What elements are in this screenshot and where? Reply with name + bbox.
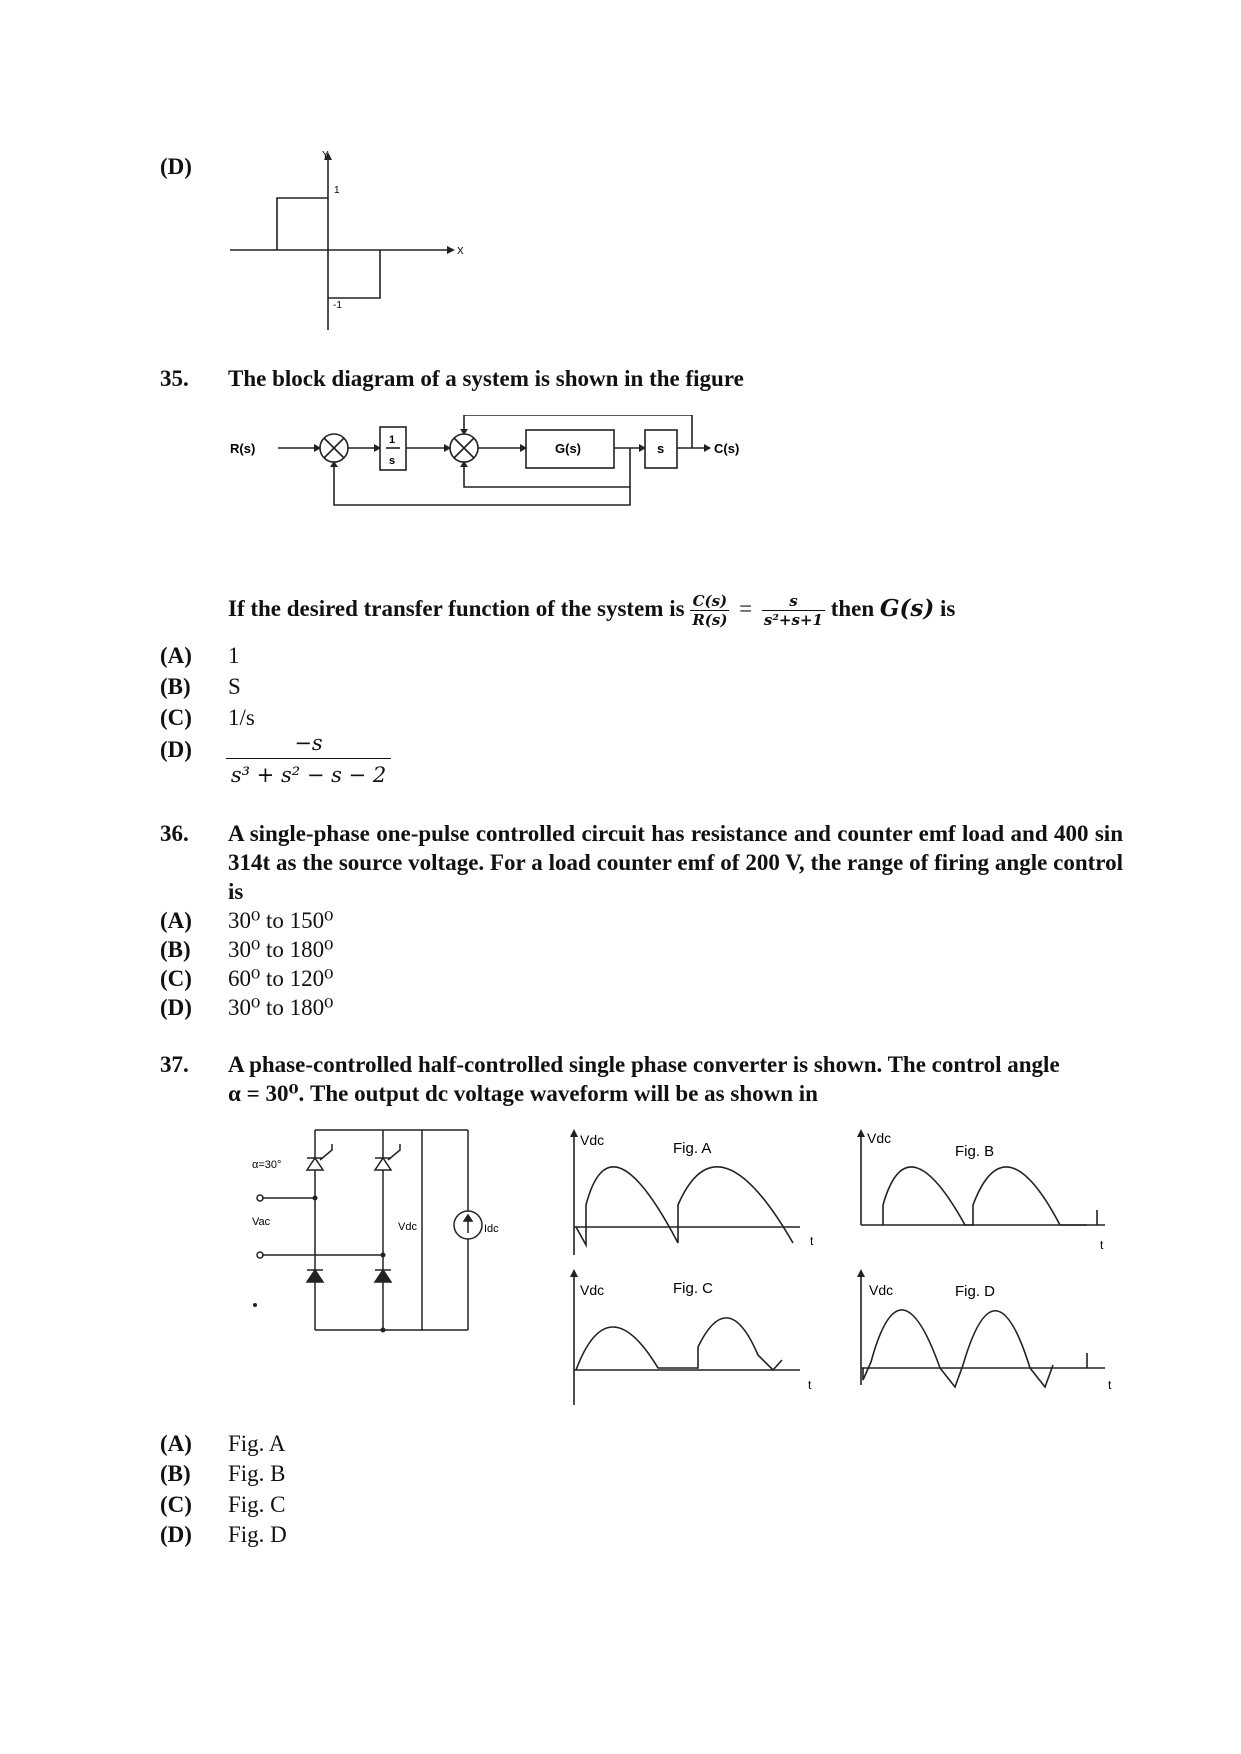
q36-option-b-label: (B)	[160, 937, 191, 962]
tf-rhs-num: s	[762, 592, 825, 611]
graph-x-label: X	[457, 246, 464, 257]
q37-option-c-label: (C)	[160, 1492, 192, 1517]
tf-lhs-num: C(s)	[690, 592, 729, 611]
bd-input-label: R(s)	[230, 441, 256, 456]
fig-a-axis-label: Vdc	[580, 1132, 605, 1148]
fig-c-waveform	[568, 1265, 833, 1415]
prev-option-d-graph	[225, 150, 465, 335]
q37-option-a-value: Fig. A	[228, 1431, 286, 1456]
bd-block2-label: G(s)	[555, 441, 581, 456]
q37-option-d-label: (D)	[160, 1522, 192, 1547]
circuit-alpha: α=30°	[252, 1159, 282, 1171]
q35-number: 35.	[160, 366, 189, 391]
fig-b-axis-label: Vdc	[867, 1130, 892, 1146]
tf-lhs-den: R(s)	[692, 611, 728, 629]
q35-option-d-den: s³ + s² − s − 2	[230, 763, 387, 787]
q37-stem-line1: A phase-controlled half-controlled single phase converter is shown. The control angle	[228, 1052, 1060, 1077]
tf-g: G(s)	[879, 594, 935, 622]
q36-option-a-value: 30⁰ to 150⁰	[228, 908, 334, 933]
bd-output-label: C(s)	[714, 441, 740, 456]
fig-c-t-label: t	[808, 1378, 812, 1392]
q37-stem-line2: α = 30⁰. The output dc voltage waveform will be as shown in	[228, 1081, 818, 1106]
graph-y-label: Y	[322, 150, 329, 161]
q35-option-b-label: (B)	[160, 674, 191, 699]
q35-tf-line	[228, 592, 1128, 629]
q35-option-c-label: (C)	[160, 705, 192, 730]
q36-option-a-label: (A)	[160, 908, 192, 933]
tf-rhs-fraction	[762, 592, 825, 629]
tf-equals: =	[739, 595, 753, 621]
q36-number: 36.	[160, 821, 189, 846]
q36-stem: A single-phase one-pulse controlled circuit has resistance and counter emf load and 400 sin 314t as the source voltage. For a load counter emf of 200 V, the range of firing angle control is	[228, 821, 1123, 904]
prev-option-label: (D)	[160, 154, 192, 179]
q36-option-b-value: 30⁰ to 180⁰	[228, 937, 334, 962]
q35-option-b-value: S	[228, 674, 241, 699]
fig-a-waveform	[568, 1125, 833, 1260]
circuit-vac: Vac	[252, 1216, 271, 1228]
q36-option-c-label: (C)	[160, 966, 192, 991]
q35-block-diagram	[230, 415, 760, 515]
q35-option-a-value: 1	[228, 643, 240, 668]
q37-option-b-value: Fig. B	[228, 1461, 286, 1486]
q37-number: 37.	[160, 1052, 189, 1077]
bd-block3-label: s	[657, 441, 665, 456]
fig-d-waveform	[855, 1265, 1125, 1415]
tf-lhs-fraction	[690, 592, 729, 629]
fig-d-t-label: t	[1108, 1378, 1112, 1392]
fig-b-title: Fig. B	[955, 1143, 995, 1160]
bd-block1-num: 1	[389, 434, 396, 446]
q37-option-c-value: Fig. C	[228, 1492, 286, 1517]
q37-option-d-value: Fig. D	[228, 1522, 287, 1547]
q36-option-c-value: 60⁰ to 120⁰	[228, 966, 334, 991]
q36-option-d-label: (D)	[160, 995, 192, 1020]
tf-prefix: If the desired transfer function of the system is	[228, 595, 685, 621]
q37-option-a-label: (A)	[160, 1431, 192, 1456]
q35-option-d-label: (D)	[160, 737, 192, 762]
fig-b-waveform	[855, 1125, 1125, 1260]
bd-block1-den: s	[389, 455, 396, 467]
q36-option-d-value: 30⁰ to 180⁰	[228, 995, 334, 1020]
tf-rhs-den: s²+s+1	[763, 611, 823, 629]
q35-option-d-num: −s	[226, 728, 391, 759]
tf-then: then	[830, 595, 875, 621]
fig-a-t-label: t	[810, 1234, 814, 1248]
circuit-vdc: Vdc	[398, 1221, 417, 1233]
tf-is: is	[940, 595, 956, 621]
fig-d-axis-label: Vdc	[869, 1282, 894, 1298]
q37-converter-circuit	[240, 1120, 510, 1345]
q35-stem: The block diagram of a system is shown in the figure	[228, 366, 744, 391]
q35-option-d-fraction	[226, 728, 391, 791]
fig-b-t-label: t	[1100, 1238, 1104, 1252]
fig-a-title: Fig. A	[673, 1140, 712, 1157]
circuit-idc: Idc	[484, 1223, 499, 1235]
q35-option-c-value: 1/s	[228, 705, 255, 730]
fig-d-title: Fig. D	[955, 1283, 996, 1300]
q37-option-b-label: (B)	[160, 1461, 191, 1486]
graph-bottom-label: -1	[333, 300, 342, 311]
graph-top-label: 1	[334, 185, 340, 196]
q35-option-a-label: (A)	[160, 643, 192, 668]
fig-c-axis-label: Vdc	[580, 1282, 605, 1298]
fig-c-title: Fig. C	[673, 1280, 714, 1297]
